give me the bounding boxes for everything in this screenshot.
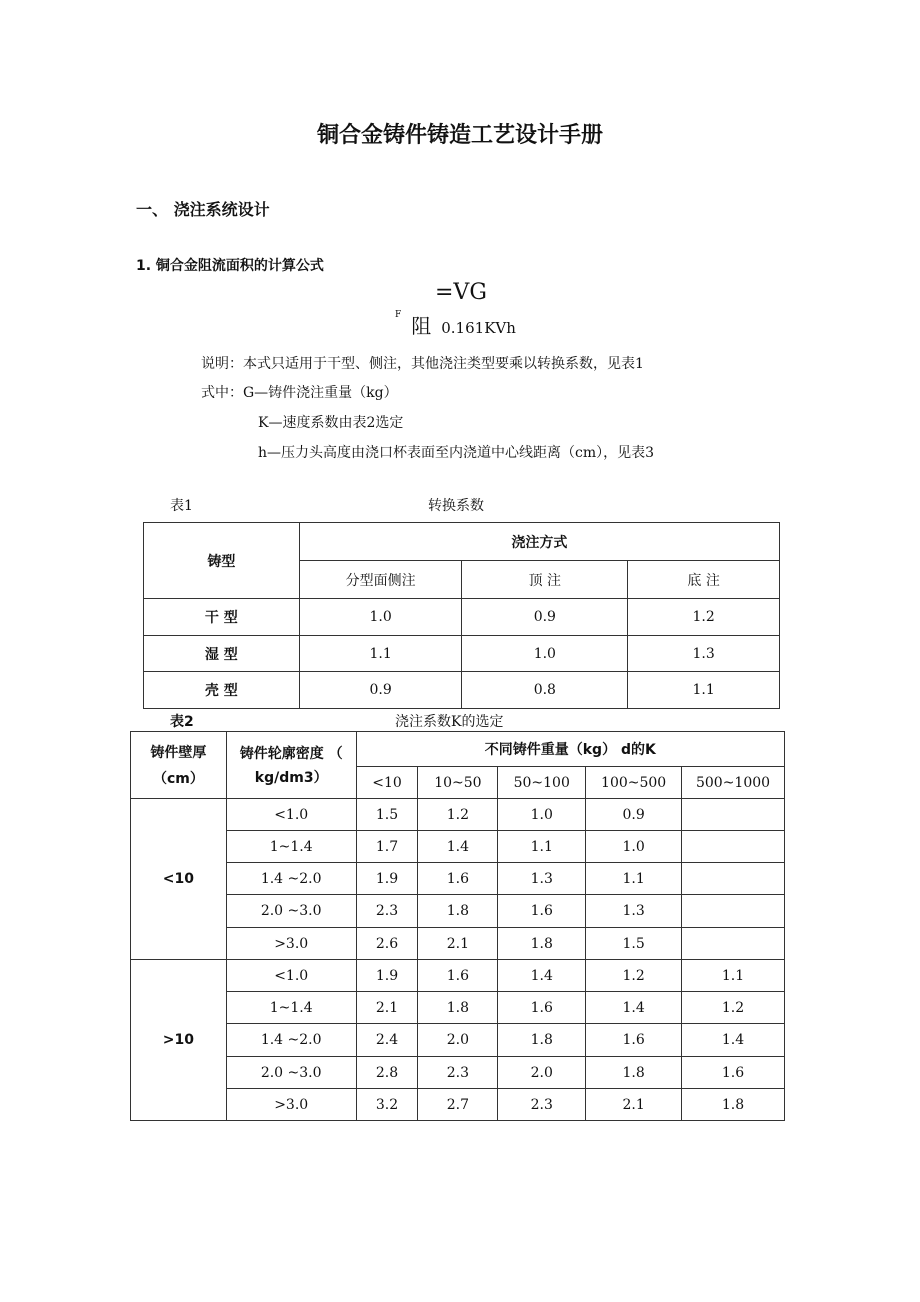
cell: 1.6 <box>418 863 498 895</box>
formula-sup: F <box>395 310 402 320</box>
cell: 2.0 <box>498 1057 586 1089</box>
formula-line-1: =VG <box>435 280 487 305</box>
density-cell: 2.0 ~3.0 <box>226 895 356 928</box>
density-cell: <1.0 <box>226 799 356 831</box>
cell: 2.0 <box>418 1024 498 1057</box>
cell: 2.6 <box>356 928 418 960</box>
cell: 1.1 <box>498 831 586 863</box>
cell: 1.5 <box>356 799 418 831</box>
density-cell: <1.0 <box>226 960 356 992</box>
cell: 1.6 <box>498 992 586 1024</box>
page-title: 铜合金铸件铸造工艺设计手册 <box>316 123 603 148</box>
weight-col: 10~50 <box>418 767 498 799</box>
header-wall-unit: （cm） <box>152 771 204 787</box>
cell <box>682 895 785 928</box>
cell: 1.6 <box>498 895 586 928</box>
conversion-table <box>143 522 780 709</box>
cell: 2.1 <box>356 992 418 1024</box>
section-heading: 一、 浇注系统设计 <box>136 200 270 219</box>
note-description: 说明：本式只适用于干型、侧注，其他浇注类型要乘以转换系数，见表1 <box>201 356 644 372</box>
density-cell: 1.4 ~2.0 <box>226 1024 356 1057</box>
weight-col: 100~500 <box>586 767 682 799</box>
cell: 2.8 <box>356 1057 418 1089</box>
cell: 2.1 <box>418 928 498 960</box>
subsection-heading: 1. 铜合金阻流面积的计算公式 <box>136 258 324 274</box>
cell: 0.9 <box>462 599 628 636</box>
cell: 1.2 <box>418 799 498 831</box>
col-header: 顶 注 <box>462 561 628 599</box>
cell: 2.4 <box>356 1024 418 1057</box>
note-g: 式中：G—铸件浇注重量（kg） <box>201 385 398 401</box>
cell: 1.6 <box>682 1057 785 1089</box>
cell: 1.2 <box>682 992 785 1024</box>
cell: 1.8 <box>498 1024 586 1057</box>
cell: 1.0 <box>299 599 462 636</box>
cell: 1.8 <box>418 992 498 1024</box>
cell: 2.3 <box>356 895 418 928</box>
note-h: h—压力头高度由浇口杯表面至内浇道中心线距离（cm），见表3 <box>258 445 655 461</box>
note-k: K—速度系数由表2选定 <box>258 415 404 431</box>
cell: 1.1 <box>586 863 682 895</box>
density-cell: 1~1.4 <box>226 992 356 1024</box>
cell: 1.2 <box>628 599 780 636</box>
density-cell: >3.0 <box>226 1089 356 1121</box>
weight-col: <10 <box>356 767 418 799</box>
cell: 1.1 <box>299 636 462 672</box>
table2-label: 表2 <box>170 714 194 730</box>
cell: 1.8 <box>498 928 586 960</box>
cell <box>682 831 785 863</box>
cell: 2.3 <box>418 1057 498 1089</box>
header-mold: 铸型 <box>144 523 300 599</box>
cell: 1.4 <box>586 992 682 1024</box>
cell <box>682 799 785 831</box>
cell: 1.6 <box>418 960 498 992</box>
cell: 1.8 <box>682 1089 785 1121</box>
k-selection-table <box>130 731 785 1121</box>
cell: 1.4 <box>418 831 498 863</box>
cell: 0.9 <box>586 799 682 831</box>
cell: 0.9 <box>299 672 462 709</box>
cell: 1.1 <box>682 960 785 992</box>
table1-caption: 转换系数 <box>428 498 484 514</box>
formula-symbol: 阻 <box>411 314 432 338</box>
cell: 2.3 <box>498 1089 586 1121</box>
table2-caption: 浇注系数K的选定 <box>395 714 504 730</box>
formula-expression: 0.161KVh <box>441 319 516 337</box>
weight-col: 500~1000 <box>682 767 785 799</box>
cell: 3.2 <box>356 1089 418 1121</box>
cell: 1.6 <box>586 1024 682 1057</box>
cell: 1.4 <box>498 960 586 992</box>
cell: 1.0 <box>498 799 586 831</box>
cell: 1.2 <box>586 960 682 992</box>
cell <box>682 863 785 895</box>
density-cell: >3.0 <box>226 928 356 960</box>
row-header: 湿 型 <box>144 636 300 672</box>
cell: 1.3 <box>498 863 586 895</box>
header-method: 浇注方式 <box>299 523 779 561</box>
col-header: 分型面侧注 <box>299 561 462 599</box>
wall-group: >10 <box>131 960 227 1121</box>
col-header: 底 注 <box>628 561 780 599</box>
row-header: 壳 型 <box>144 672 300 709</box>
cell: 1.9 <box>356 960 418 992</box>
cell: 1.3 <box>628 636 780 672</box>
density-cell: 1.4 ~2.0 <box>226 863 356 895</box>
cell: 1.4 <box>682 1024 785 1057</box>
header-density-unit: kg/dm3） <box>254 770 328 786</box>
formula-line-2 <box>395 310 516 339</box>
cell: 1.8 <box>418 895 498 928</box>
header-density-text: 铸件轮廓密度 （ <box>239 746 343 762</box>
density-cell: 2.0 ~3.0 <box>226 1057 356 1089</box>
header-wall-text: 铸件壁厚 <box>150 745 207 761</box>
cell: 1.1 <box>628 672 780 709</box>
density-cell: 1~1.4 <box>226 831 356 863</box>
cell: 1.8 <box>586 1057 682 1089</box>
cell: 1.9 <box>356 863 418 895</box>
header-weight: 不同铸件重量（kg） d的K <box>356 732 784 767</box>
wall-group: <10 <box>131 799 227 960</box>
cell <box>682 928 785 960</box>
cell: 0.8 <box>462 672 628 709</box>
header-density <box>226 732 356 799</box>
header-wall <box>131 732 227 799</box>
weight-col: 50~100 <box>498 767 586 799</box>
cell: 2.1 <box>586 1089 682 1121</box>
cell: 2.7 <box>418 1089 498 1121</box>
cell: 1.5 <box>586 928 682 960</box>
cell: 1.0 <box>586 831 682 863</box>
cell: 1.3 <box>586 895 682 928</box>
row-header: 干 型 <box>144 599 300 636</box>
table1-label: 表1 <box>170 498 193 514</box>
cell: 1.7 <box>356 831 418 863</box>
cell: 1.0 <box>462 636 628 672</box>
